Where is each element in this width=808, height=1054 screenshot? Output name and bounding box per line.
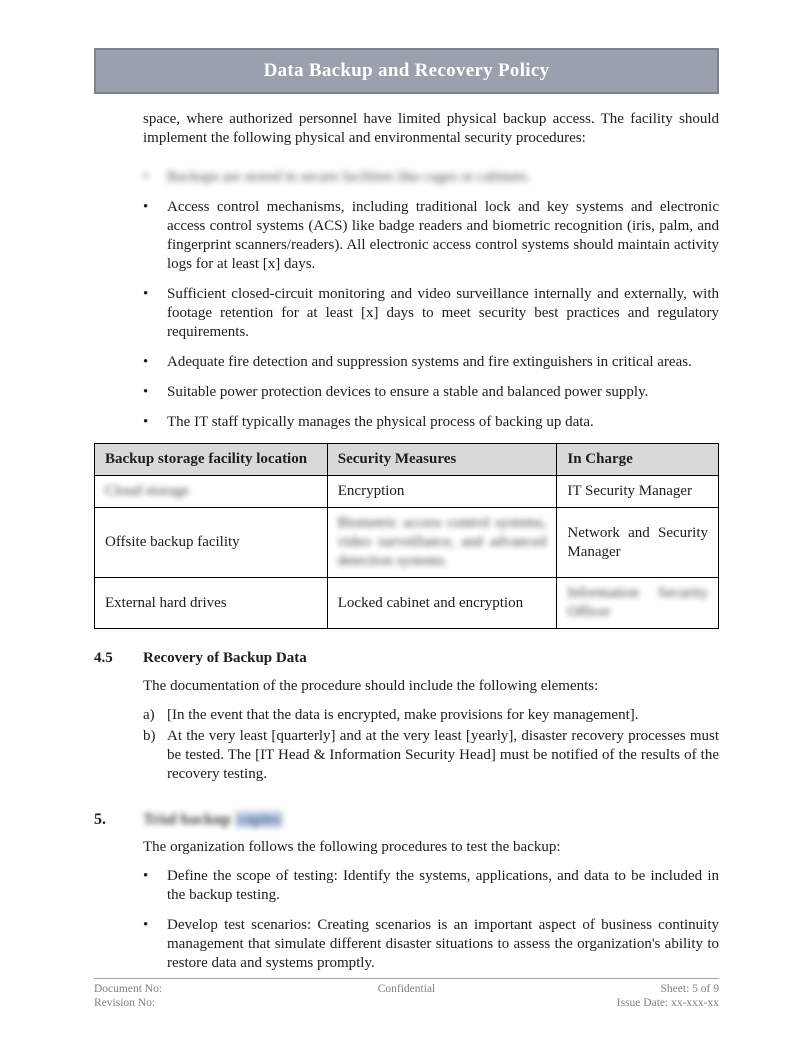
bullet-icon — [143, 916, 167, 973]
list-marker: a) — [143, 707, 155, 723]
redacted-title-text: Trial backup — [143, 811, 232, 828]
section-title: Recovery of Backup Data — [143, 650, 307, 666]
bullet-icon — [143, 285, 167, 342]
section-number: 4.5 — [94, 650, 113, 666]
footer-center — [302, 982, 510, 1010]
list-item-a — [143, 706, 719, 725]
bullet-text: Sufficient closed-circuit monitoring and video surveillance internally and externally, with footage retention for at least [x] days to meet security best practices and regulatory requirements. — [167, 286, 719, 340]
footer-left — [94, 982, 302, 1010]
redacted-cell-text: Information Security Officer — [567, 585, 708, 620]
cell-in-charge: Network and Security Manager — [557, 508, 719, 578]
bullet-item-cctv — [143, 285, 719, 342]
bullet-item-define-scope — [143, 867, 719, 905]
cell-location — [95, 476, 328, 508]
table-header-row — [95, 444, 719, 476]
bullet-icon — [143, 867, 167, 905]
cell-location: External hard drives — [95, 578, 328, 629]
cell-measures: Locked cabinet and encryption — [327, 578, 557, 629]
bullet-text: Adequate fire detection and suppression systems and fire extinguishers in critical areas. — [167, 354, 692, 370]
bullet-icon — [143, 383, 167, 402]
table-row — [95, 508, 719, 578]
section-5-lead: The organization follows the following procedures to test the backup: — [143, 839, 561, 855]
bullet-item-it-staff — [143, 413, 719, 432]
bullet-item-test-scenarios — [143, 916, 719, 973]
bullet-item-fire — [143, 353, 719, 372]
footer-issue-date: Issue Date: xx-xxx-xx — [616, 997, 719, 1009]
backup-storage-table — [94, 443, 719, 629]
redacted-bullet-text: Backups are stored in secure facilities like cages or cabinets. — [167, 169, 531, 185]
bullet-text: The IT staff typically manages the physical process of backing up data. — [167, 414, 594, 430]
section-5-heading — [94, 810, 719, 829]
redacted-bullet-item — [143, 168, 719, 187]
bullet-icon — [143, 198, 167, 274]
document-title: Data Backup and Recovery Policy — [263, 60, 550, 81]
bullet-text: Suitable power protection devices to ensure a stable and balanced power supply. — [167, 384, 649, 400]
footer-sheet-number: Sheet: 5 of 9 — [660, 983, 719, 995]
cell-in-charge — [557, 578, 719, 629]
column-header-in-charge: In Charge — [557, 444, 719, 476]
table-row — [95, 578, 719, 629]
bullet-text: Access control mechanisms, including traditional lock and key systems and electronic access control systems (ACS) like badge readers and biometric recognition (iris, palm, and fingerprint scanners/readers). All electronic access control systems should maintain activity logs for at least [x] days. — [167, 199, 719, 272]
bullet-text: Define the scope of testing: Identify the systems, applications, and data to be included in the backup testing. — [167, 868, 719, 903]
redacted-cell-text: Cloud storage — [105, 483, 189, 499]
column-header-measures: Security Measures — [327, 444, 557, 476]
bullet-item-access-control — [143, 198, 719, 274]
intro-paragraph: space, where authorized personnel have limited physical backup access. The facility should implement the following physical and environmental security procedures: — [143, 111, 719, 146]
cell-in-charge: IT Security Manager — [557, 476, 719, 508]
bullet-icon — [143, 353, 167, 372]
bullet-icon — [143, 413, 167, 432]
section-4-5-heading — [94, 649, 719, 668]
cell-measures: Encryption — [327, 476, 557, 508]
footer-document-no: Document No: — [94, 983, 163, 995]
title-banner — [94, 48, 719, 94]
list-item-text: At the very least [quarterly] and at the very least [yearly], disaster recovery processes must be tested. The [IT Head & Information Security Head] must be notified of the results of the recovery testing. — [167, 728, 719, 782]
section-4-5-lead: The documentation of the procedure should include the following elements: — [143, 678, 599, 694]
redacted-cell-text: Biometric access control systems, video surveillance, and advanced detection systems. — [337, 515, 547, 569]
bullet-icon — [143, 168, 167, 187]
bullet-text: Develop test scenarios: Creating scenarios is an important aspect of business continuity management that simulate different disaster situations to assess the organization's ability to restore data and systems promptly. — [167, 917, 719, 971]
list-marker: b) — [143, 728, 156, 744]
list-item-text: [In the event that the data is encrypted, make provisions for key management]. — [167, 707, 639, 723]
bullet-item-power — [143, 383, 719, 402]
redacted-section-title — [143, 810, 283, 829]
redacted-title-highlighted-text: copies — [235, 811, 283, 828]
cell-measures — [327, 508, 557, 578]
footer-revision-no: Revision No: — [94, 997, 156, 1009]
footer-right — [511, 982, 719, 1010]
footer-confidential-label: Confidential — [377, 983, 436, 995]
page-footer — [94, 978, 719, 1010]
table-row — [95, 476, 719, 508]
list-item-b — [143, 727, 719, 784]
document-body — [94, 110, 719, 984]
section-number: 5. — [94, 811, 106, 828]
cell-location: Offsite backup facility — [95, 508, 328, 578]
column-header-location: Backup storage facility location — [95, 444, 328, 476]
